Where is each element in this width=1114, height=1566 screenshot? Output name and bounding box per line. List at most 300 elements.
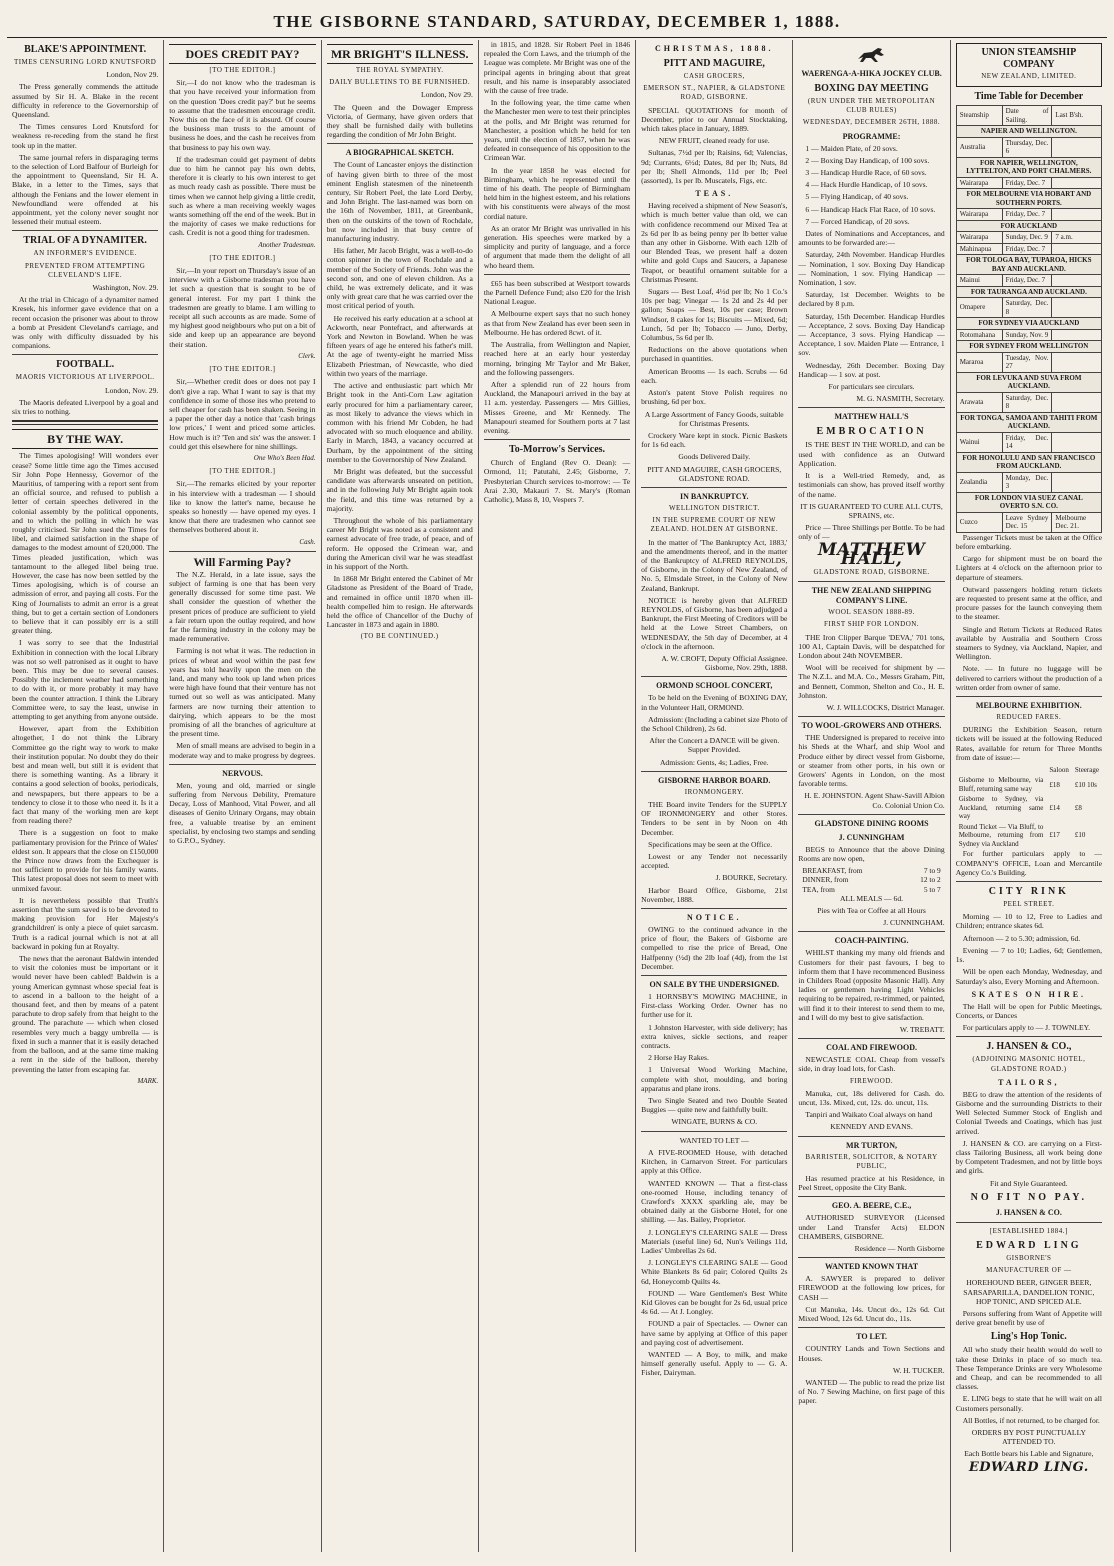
signature: One Who's Been Had. [253, 453, 316, 462]
shipping-table-body [956, 126, 1101, 533]
divider [641, 908, 787, 909]
signature: Clerk. [298, 351, 316, 360]
paragraph: WANTED TO LET — [679, 1135, 749, 1145]
paragraph: Harbor Board Office, Gisborne, 21st November, 1888. [641, 885, 788, 904]
table-cell: Zealandia [956, 472, 1002, 492]
route-heading-row [956, 126, 1101, 138]
route-heading-row [956, 452, 1101, 472]
divider [798, 407, 944, 408]
paragraph: WINGATE, BURNS & CO. [671, 1117, 758, 1127]
route-heading-row [956, 412, 1101, 432]
subhead: (RUN UNDER THE METROPOLITAN CLUB RULES) [807, 97, 936, 115]
continued-note: (TO BE CONTINUED.) [360, 632, 439, 641]
paragraph: H. E. JOHNSTON. Agent Shaw-Savill Albion Co. Colonial Union Co. [804, 791, 945, 810]
route-heading-row [956, 255, 1101, 275]
subhead: WEDNESDAY, DECEMBER 26TH, 1888. [802, 118, 941, 127]
heading-time-table: Time Table for December [974, 91, 1084, 103]
paragraph: The N.Z. Herald, in a late issue, says the subject of farming is one that has been very generally discussed for some time past. We shall consider the question of whether the present prices of produce are sufficient to yield a fair return upon the outlay required, and how far the farming industry in the colony may be made remunerative. [169, 569, 316, 644]
paragraph: 1 HORNSBY'S MOWING MACHINE, in First-class Working Order. Owner has no further use for it. [641, 992, 788, 1020]
paragraph: Passenger Tickets must be taken at the Office before embarking. [955, 532, 1102, 551]
paragraph: DURING the Exhibition Season, return tickets will be issued at the following Reduced Rates, available for return for Three Months from date of issue:— [955, 725, 1102, 762]
subhead: CASH GROCERS, [683, 72, 745, 80]
paragraph: The Times apologising! Will wonders ever cease? Some little time ago the Times accused Sir John Pope Hennessy, Governor of the Mauritius, of tampering with a report sent from an official source, and refused to publish a letter of certain speeches delivered in the colonial assembly by the political opponents, and to which the polling in which he was roughly criticised. Sir John sued the Times for libel, and claimed satisfaction in the shape of damages to the modest amount of £20,000. The Times pleaded justification, which was tantamount to the alleged libel being true. However, the case has now been settled by the Times apologising, which is of course an admission of error, and paying all costs. For the King of Journalists to admit an error is a great thing, but to get a certain section of Londoners to believe that it can possibly err is a still greater thing. [12, 451, 159, 636]
paragraph: The same journal refers in disparaging terms to the selection of Lord Balfour of Burleigh for the appointment to Queensland, Sir H. A. Blake, in a letter to the Times, says that although the Fenians and the lower element in Newfoundland were offended at his appointment, yet the colony never sought nor lessened their mutual esteem. [12, 152, 159, 227]
subhead: GLADSTONE ROAD, GISBORNE. [813, 567, 930, 576]
paragraph: ALL MEALS — 6d. [840, 893, 904, 903]
table-cell: Mahinapua [956, 243, 1002, 255]
heading-boxing-day: BOXING DAY MEETING [814, 83, 929, 94]
subhead: IRONMONGERY. [684, 787, 744, 796]
paragraph: in 1815, and 1828. Sir Robert Peel in 1846 repealed the Corn Laws, and the triumph of the League was complete. Mr Bright was one of the principal agents in bringing about that great result, and his name is inseparably associated with the cause of free trade. [483, 40, 631, 96]
paragraph: Sir,—I do not know who the tradesman is that you have received your information from on the question 'Does credit pay?' but he seems to assume that the tradesmen encourage credit. Now this on the face of it is absurd. Of course the business man trusts to the amount of business he does, and the cash he receives from that business to pay his own way. [169, 78, 316, 152]
paragraph: Admission: Gents, 4s; Ladies, Free. [659, 757, 769, 767]
paragraph: The Australia, from Wellington and Napier, reached here at an early hour yesterday morning, bringing Mr Taylor and Mr Baker, and the following passengers. [483, 340, 631, 377]
divider [641, 975, 787, 976]
paragraph: NOTICE is hereby given that ALFRED REYNOLDS, of Gisborne, has been adjudged a Bankrupt, the First Meeting of Creditors will be held at the Lowe Street Chambers, on WEDNESDAY, the 5th day of December, at 4 o'clock in the afternoon. [641, 595, 788, 651]
table-cell: Monday, Dec. 3 [1002, 472, 1052, 492]
signature: Another Tradesman. [258, 240, 316, 249]
subhead: FIREWOOD. [849, 1076, 894, 1085]
paragraph: Wool will be received for shipment by — The N.Z.L. and M.A. Co., Messrs Graham, Pitt, and Bennett, Common, Shelton and Co., H. E. Johnston. [798, 663, 945, 700]
paragraph: In 1868 Mr Bright entered the Cabinet of Mr Gladstone as President of the Board of Trade, and remained in office until 1870 when ill-health compelled him to resign. He afterwards held the office of Chancellor of the Duchy of Lancaster in 1873 and again in 1880. [326, 574, 473, 630]
table-header-row [956, 765, 1102, 776]
table-cell: Saturday, Dec. 8 [1002, 298, 1052, 318]
table-row [956, 794, 1102, 822]
meal-name: DINNER, from [802, 875, 849, 885]
ad-sawyer: WANTED KNOWN THAT [825, 1262, 919, 1272]
paragraph: I was sorry to see that the Industrial Exhibition in connection with the local Library was not so well patronised as it ought to have been. This may be due to several causes. Possibly the inclement weather had something to do with it, or more probably it may have been the counter attraction. I think the Library Committee were, to say the least, unwise in attempting to get anything from anyone outside. [12, 638, 159, 721]
paragraph: Having received a shipment of New Season's, which is much better value than old, we can with confidence recommend our Mixed Tea at 2s 6d per lb as being penny per lb better value than any other in Gisborne. With each 12lb of our Blended Teas, we present half a dozen white and gold Cups and Saucers, a Japanese Teapot, or beautiful ornament suitable for a Christmas Present. [641, 201, 788, 284]
heading-hansen: J. HANSEN & CO. [995, 1207, 1062, 1217]
paragraph: For particulars see circulars. [828, 382, 915, 392]
paragraph: The Queen and the Dowager Empress Victoria, of Germany, have given orders that they shall be furnished daily with bulletins regarding the condition of Mr John Bright. [326, 102, 473, 140]
route-heading-row [956, 286, 1101, 298]
heading-notice: NOTICE. [686, 913, 742, 923]
paragraph: Fit and Style Guaranteed. [990, 1178, 1068, 1188]
table-cell: Gisborne to Melbourne, via Bluff, returning same way [958, 776, 1044, 793]
paragraph: If the tradesman could get payment of debts due to him he cannot pay his own debts, therefore it is clearly to his own interest to get as much ready cash as possible. There must be times when we cannot help giving a little credit, such as where a man receiving weekly wages wants something off the end of the week. But in the majority of cases we make reductions for cash. Credit is not a good thing for tradesmen. [169, 154, 316, 238]
ad-to-let: TO LET. [856, 1332, 887, 1342]
paragraph: In the following year, the time came when the Manchester men were to test their principles at the polls, and Mr Bright was returned for Manchester, a position which he held for ten years, until the election of 1857, when he was defeated in consequence of his opposition to the Crimean War. [483, 98, 631, 163]
paragraph: HOREHOUND BEER, GINGER BEER, SARSAPARILLA, DANDELION TONIC, HOP TONIC, AND SPICED ALE. [963, 1278, 1095, 1306]
route-heading: FOR LONDON VIA SUEZ CANAL OVERTO S.N. CO. [956, 492, 1101, 512]
table-cell [1052, 209, 1102, 221]
divider [798, 1136, 944, 1137]
divider [798, 1196, 944, 1197]
headline-farming: Will Farming Pay? [193, 554, 292, 569]
paragraph: WHILST thanking my many old friends and Customers for their past favours, I beg to inform them that I have recommenced Business in Childers Road (opposite Masonic Hall). Any ladies or gentlemen having Light Vehicles requiring to be repaired, re-trimmed, or painted, will find it to their interest to send them to me, and I will do my best to give satisfaction. [798, 948, 945, 1022]
table-header-cell: Saloon [1049, 765, 1069, 774]
route-heading-row [956, 157, 1101, 177]
route-heading: FOR NAPIER, WELLINGTON, LYTTELTON, AND PORT CHALMERS. [956, 157, 1101, 177]
paragraph: COUNTRY Lands and Town Sections and Houses. [798, 1344, 945, 1363]
subhead: FIRST SHIP FOR LONDON. [824, 620, 920, 629]
paragraph: Sir,—In your report on Thursday's issue of an interview with a Gisborne tradesman you have let such a question that is sought to be of general interest. For my part I think the tradesmen are greatly to blame. I am willing to receipt all such accounts as are made. Some of my highest good neighbours who put on a bit of side and keep up an appearance are beyond their station. [169, 266, 316, 349]
paragraph: A FIVE-ROOMED House, with detached Kitchen, in Carnarvon Street. For particulars apply at this Office. [641, 1147, 788, 1176]
paragraph: WANTED — A Boy, to milk, and make himself generally useful. Apply to — G. A. Fisher, Dairyman. [641, 1349, 788, 1378]
route-heading-row [956, 318, 1101, 330]
table-cell [1052, 177, 1102, 189]
paragraph: Sultanas, 7½d per lb; Raisins, 6d; Valencias, 9d; Currants, 6½d; Dates, 8d per lb; Nuts, 8d per lb; Shell Almonds, 11d per lb; Peel (assorted), 1s per lb. Muscatels, Figs, etc. [641, 148, 788, 186]
paragraph: For further particulars apply to — COMPANY'S OFFICE, Loan and Mercantile Agency Co.'s Building. [955, 849, 1102, 877]
paragraph: J. HANSEN & CO. are carrying on a First-class Tailoring Business, all work being done by Competent Tradesmen, and not by little boys and girls. [955, 1138, 1102, 1176]
table-row [956, 298, 1101, 318]
paragraph: Note. — In future no luggage will be delivered to carriers without the production of a written order from owner of same. [955, 664, 1102, 692]
subhead: TIMES CENSURING LORD KNUTSFORD [13, 58, 157, 66]
divider [327, 143, 473, 144]
route-heading-row [956, 492, 1101, 512]
ad-dining-rooms: GLADSTONE DINING ROOMS [814, 818, 929, 828]
table-row [956, 392, 1101, 412]
paragraph: THE Board invite Tenders for the SUPPLY OF IRONMONGERY and other Stores. Tenders to be sent in by Noon on 4th December. [641, 800, 788, 837]
columns [7, 40, 1107, 1552]
paragraph: To be held on the Evening of BOXING DAY, in the Volunteer Hall, ORMOND. [641, 693, 788, 712]
route-heading: FOR TOLOGA BAY, TUPAROA, HICKS BAY AND AUCKLAND. [956, 255, 1101, 275]
heading-school-concert: ORMOND SCHOOL CONCERT, [656, 681, 773, 691]
paragraph: BEG to draw the attention of the residents of Gisborne and the surrounding Districts to their Well Selected Summer Stock of English and Colonial Tweeds and Coatings, which has just arrived. [955, 1089, 1102, 1136]
divider [169, 764, 315, 765]
heading-embrocation: EMBROCATION [816, 426, 927, 438]
heading-no-fit-no-pay: NO FIT NO PAY. [970, 1191, 1088, 1203]
headline-nervous: NERVOUS. [222, 768, 263, 778]
paragraph: The Maoris defeated Liverpool by a goal and six tries to nothing. [12, 397, 159, 417]
signature: Cash. [299, 537, 316, 546]
table-cell: Rotomahana [956, 329, 1002, 341]
subhead: IN THE SUPREME COURT OF NEW ZEALAND. HOLDEN AT GISBORNE. [650, 516, 779, 534]
divider [641, 771, 787, 772]
paragraph: The news that the aeronaut Baldwin intended to visit the colonies must be important or it would never have been cabled! Baldwin is a young American gymnast whose special feat is to ascend in a balloon to the height of a thousand feet, and then by means of a patent parachute to drop safely from that height to the ground. The parachute — which when closed resembles very much a baggy umbrella — is fixed in such a manner that it is easily detached from the balloon, and at the same time making a rent in the side of the balloon, thereby preventing the latter from escaping far. [12, 954, 159, 1074]
paragraph: In the year 1858 he was elected for Birmingham, which he represented until the time of his death. The people of Birmingham held him in the highest esteem, and his relations with his constituents were always of the most cordial nature. [483, 165, 631, 221]
table-row [956, 329, 1101, 341]
paragraph: After a splendid run of 22 hours from Auckland, the Manapouri arrived in the bay at 11 a.m. yesterday. Passengers — Mrs Gillies, Misses Greene, and Mr Kennedy. The Manapouri steamed for Southern ports at 7 last evening. [483, 379, 631, 435]
route-heading: FOR TONGA, SAMOA AND TAHITI FROM AUCKLAND. [956, 412, 1101, 432]
paragraph: BEGS to Announce that the above Dining Rooms are now open, [798, 844, 945, 863]
column-1 [7, 40, 164, 1552]
paragraph: W. H. TUCKER. [893, 1365, 945, 1375]
masthead [7, 7, 1107, 38]
subhead: AN INFORMER'S EVIDENCE. [33, 249, 137, 258]
ad-matthew-hall: MATTHEW HALL'S [834, 412, 909, 422]
ad-coach-painting: COACH-PAINTING. [834, 936, 909, 946]
subhead: PEEL STREET. [1003, 900, 1055, 909]
divider [641, 487, 787, 488]
paragraph: Specifications may be seen at the Office. [648, 839, 773, 849]
table-row [956, 209, 1101, 221]
table-header-cell [956, 765, 1047, 776]
race-item: 6 — Handicap Hack Flat Race, of 10 sovs. [805, 204, 936, 214]
heading-union-steamship: UNION STEAMSHIP COMPANY [981, 47, 1077, 70]
table-cell: Round Ticket — Via Bluff, to Melbourne, returning from Sydney via Auckland [958, 822, 1044, 848]
divider [798, 931, 944, 932]
paragraph: Men of small means are advised to begin in a moderate way and to make progress by degrees. [169, 741, 316, 760]
ad-christmas: CHRISTMAS, 1888. [655, 44, 774, 53]
paragraph: A. W. CROFT, Deputy Official Assignee. Gisborne, Nov. 29th, 1888. [661, 653, 788, 673]
paragraph: Dates of Nominations and Acceptances, and amounts to be forwarded are:— [798, 229, 945, 248]
headline-credit: DOES CREDIT PAY? [169, 44, 315, 64]
race-list [798, 144, 944, 226]
paragraph: Admission: (Including a cabinet size Photo of the School Children), 2s 6d. [641, 714, 788, 733]
table-cell: Friday, Dec. 7 [1002, 177, 1052, 189]
table-cell: Omapere [956, 298, 1002, 318]
column-2 [164, 40, 321, 1552]
paragraph: Price — Three Shillings per Bottle. To be had only of — [798, 523, 945, 542]
headline-football: FOOTBALL. [56, 359, 115, 371]
route-heading: FOR SYDNEY VIA AUCKLAND [956, 318, 1101, 330]
subhead: MAORIS VICTORIOUS AT LIVERPOOL. [15, 373, 155, 382]
subhead: REDUCED FARES. [996, 712, 1062, 721]
heading-sale: ON SALE BY THE UNDERSIGNED. [649, 980, 780, 990]
table-cell [1052, 392, 1102, 412]
paragraph: The Hall will be open for Public Meetings, Concerts, or Dances [955, 1001, 1102, 1020]
heading-hop-tonic: Ling's Hop Tonic. [990, 1331, 1067, 1343]
ad-melbourne-exhibition: MELBOURNE EXHIBITION. [975, 700, 1082, 710]
meal-time: 12 to 2 [920, 875, 941, 885]
paragraph: PITT AND MAGUIRE, CASH GROCERS, GLADSTONE ROAD. [647, 464, 782, 483]
race-item: 5 — Flying Handicap, of 40 sovs. [805, 192, 909, 202]
subhead: PREVENTED FROM ATTEMPTING CLEVELAND'S LIFE. [25, 261, 146, 279]
subhead: MANUFACTURER OF — [986, 1266, 1072, 1275]
heading-harbor-board: GISBORNE HARBOR BOARD. [658, 775, 771, 785]
paragraph: J. CUNNINGHAM. [883, 918, 945, 928]
route-heading: FOR MELBOURNE VIA HOBART AND SOUTHERN PORTS. [956, 189, 1101, 209]
ad-edward-ling: EDWARD LING [976, 1239, 1082, 1251]
column-6 [793, 40, 950, 1552]
divider [956, 1222, 1102, 1223]
paragraph: The active and enthusiastic part which Mr Bright took in the Anti-Corn Law agitation early procured for him a parliamentary career, as most likely to advance the views which in common with his friend Mr Cobden, he had advocated with so much eloquence and ability. Early in March, 1843, a vacancy occurred at Durham, by the appointment of the sitting member to the Governorship of New Zealand. [326, 381, 473, 464]
paragraph: A Large Assortment of Fancy Goods, suitable for Christmas Presents. [644, 409, 784, 428]
table-row [956, 775, 1102, 794]
paragraph: IT IS GUARANTEED TO CURE ALL CUTS, SPRAINS, etc. [800, 501, 943, 520]
table-cell: Melbourne Dec. 21. [1052, 512, 1102, 532]
paragraph: A. SAWYER is prepared to deliver FIREWOOD at the following low prices, for CASH — [798, 1274, 945, 1302]
meal-time: 7 to 9 [923, 866, 941, 876]
paragraph: WANTED KNOWN — That a first-class one-roomed House, including tenancy of Crawford's XXXX sparkling ale, may be obtained daily at the Gisborne Hotel, for one shilling. — Jas. Bailey, Proprietor. [641, 1178, 788, 1225]
table-cell: Wairarapa [956, 177, 1002, 189]
table-row [956, 177, 1101, 189]
table-cell: Gisborne to Sydney, via Auckland, returning same way [958, 795, 1044, 821]
divider [798, 1257, 944, 1258]
paragraph: Two Single Seated and two Double Seated Buggies — quite new and faithfully built. [641, 1096, 788, 1115]
route-heading-row [956, 341, 1101, 353]
meal-name: BREAKFAST, from [802, 866, 863, 876]
table-cell [1052, 329, 1102, 341]
race-item: 2 — Boxing Day Handicap, of 100 sovs. [805, 155, 930, 165]
paragraph: W. TREBATT. [899, 1025, 945, 1035]
meal-row [798, 875, 944, 884]
paragraph: Crockery Ware kept in stock. Picnic Baskets for 1s 6d each. [641, 430, 788, 450]
route-heading: FOR TAURANGA AND AUCKLAND. [956, 286, 1101, 298]
table-cell: Wairarapa [956, 209, 1002, 221]
table-cell: Friday, Dec. 14 [1002, 432, 1052, 452]
table-cell: Friday, Dec. 7 [1002, 209, 1052, 221]
ad-nz-shipping: THE NEW ZEALAND SHIPPING COMPANY'S LINE. [811, 586, 932, 606]
racehorse-icon [854, 43, 890, 65]
table-cell: Tuesday, Nov. 27 [1002, 352, 1052, 372]
paragraph: It is a Well-tried Remedy, and, as testimonials can show, has proved itself worthy of the name. [798, 471, 945, 499]
table-cell: £17 [1049, 831, 1060, 840]
table-cell [1052, 472, 1102, 492]
divider [169, 551, 315, 552]
table-cell: Friday, Dec. 7 [1002, 275, 1052, 287]
table-row [956, 432, 1101, 452]
table-cell: Wairarapa [956, 232, 1002, 244]
divider [484, 274, 630, 275]
paragraph: Saturday, 1st December. Weights to be declared by 8 p.m. [798, 290, 945, 309]
route-heading: FOR HONOLULU AND SAN FRANCISCO FROM AUCKLAND. [956, 452, 1101, 472]
table-cell: £10 10s [1074, 780, 1097, 789]
divider [798, 581, 944, 582]
headline-by-the-way: BY THE WAY. [12, 429, 158, 449]
heading-cunningham: J. CUNNINGHAM [838, 832, 905, 842]
paragraph: THE Iron Clipper Barque 'DEVA,' 701 tons, 100 A1, Captain Davis, will be despatched for London about 24th NOVEMBER. [798, 632, 945, 660]
heading-bankruptcy: IN BANKRUPTCY. [679, 491, 749, 501]
paragraph: However, apart from the Exhibition altogether, I do not think the Library Committee go the right way to work to make their institution popular. No doubt they do their best and mean well, but still it is evident that there is something wanting. As a library it contains a good selection of books, periodicals, and newspapers, but there appears to be a tendency to close it to those who need it. Is it a fact that many of the working men are kept from reading there? [12, 724, 159, 826]
paragraph: Cut Manuka, 14s. Uncut do., 12s 6d. Cut Mixed Wood, 12s 6d. Uncut do., 11s. [798, 1304, 945, 1324]
race-item: 1 — Maiden Plate, of 20 sovs. [805, 143, 898, 153]
paragraph: He received his early education at a school at Ackworth, near Pontefract, and afterwards at York and Newton in Bowland. When he was fifteen years of age he entered his father's mill. At the age of twenty-eight he married Miss Elizabeth Priestman, of Newcastle, who died within two years of the marriage. [326, 313, 473, 378]
table-cell: Wainui [956, 432, 1002, 452]
editor-note: [TO THE EDITOR.] [209, 365, 276, 374]
paragraph: SPECIAL QUOTATIONS for month of December, prior to our Annual Stocktaking, which takes place in January, 1889. [641, 105, 788, 134]
table-cell: £14 [1049, 803, 1060, 812]
column-7 [951, 40, 1107, 1552]
paragraph: 1 Johnston Harvester, with side delivery; has extra knives, sickle sections, and reaper contracts. [641, 1022, 788, 1051]
route-heading-row [956, 189, 1101, 209]
table-cell: Leave Sydney Dec. 15 [1002, 512, 1052, 532]
meal-time: 5 to 7 [923, 884, 941, 894]
table-cell [1052, 275, 1102, 287]
paragraph: NEW FRUIT, cleaned ready for use. [658, 136, 770, 146]
paragraph: Throughout the whole of his parliamentary career Mr Bright was noted as a consistent and earnest advocate of free trade, of peace, and of reform. He opposed the Crimean war, and during the American civil war he was steadfast in his support of the North. [326, 515, 473, 571]
edward-ling-signature: EDWARD LING. [968, 1459, 1089, 1475]
heading-tailors: TAILORS, [998, 1077, 1060, 1087]
paragraph: Sir,—The remarks elicited by your reporter in his interview with a tradesman — I should like to know the latter's name, because he speaks so honestly — have opened my eyes. I know that there are tradesmen who cannot see themselves bothered about it. [169, 479, 316, 535]
subhead: EMERSON ST., NAPIER, & GLADSTONE ROAD, GISBORNE. [643, 84, 786, 102]
heading-teas: TEAS. [695, 189, 734, 199]
paragraph: Evening — 7 to 10; Ladies, 6d; Gentlemen, 1s. [955, 945, 1102, 965]
route-heading: FOR AUCKLAND [956, 220, 1101, 232]
ad-pitt-maguire: PITT AND MAGUIRE, [663, 58, 765, 69]
ad-city-rink: CITY RINK [988, 886, 1069, 898]
paragraph: In the matter of 'The Bankruptcy Act, 1883,' and the amendments thereof, and in the matter of the Bankruptcy of ALFRED REYNOLDS, of Gisborne, in the Colony of New Zealand, of No. 5, Elmsdale Street, in the Colony of New Zealand, Bankrupt. [641, 537, 788, 593]
meal-row [798, 866, 944, 875]
table-cell: Saturday, Dec. 8 [1002, 392, 1052, 412]
paragraph: For particulars apply to — J. TOWNLEY. [962, 1023, 1091, 1033]
ad-coal-firewood: COAL AND FIREWOOD. [826, 1043, 917, 1053]
table-row [956, 243, 1101, 255]
paragraph: Saturday, 15th December. Handicap Hurdles — Acceptance, 2 sovs. Boxing Day Handicap — Acceptance, 3 sovs. Flying Handicap — Acceptance, 1 sov. Maiden Plate — Entrance, 1 sov. [798, 311, 945, 358]
paragraph: Manuka, cut, 18s delivered for Cash. do. uncut, 13s. Mixed, cut, 12s. do. uncut, 11s. [798, 1088, 945, 1108]
meal-row [798, 885, 944, 894]
editor-note: [TO THE EDITOR.] [209, 467, 276, 476]
table-row [956, 822, 1102, 850]
newspaper-title: THE GISBORNE STANDARD, SATURDAY, DECEMBER 1, 1888. [273, 12, 841, 31]
paragraph: THE Undersigned is prepared to receive into his Sheds at the Wharf, and ship Wool and Produce either by direct vessel from Gisborne, or steamer from other ports, in his own or Growers' Agents in London, on the most favorable terms. [798, 733, 945, 789]
route-heading: NAPIER AND WELLINGTON. [956, 126, 1101, 138]
paragraph: J. LONGLEY'S CLEARING SALE — Dress Materials (useful line) 6d, Nun's Veilings 11d, Ladies' Umbrellas 2s 6d. [641, 1227, 788, 1255]
ad-beere: GEO. A. BEERE, C.E., [831, 1201, 912, 1211]
editor-note: [TO THE EDITOR.] [209, 66, 276, 74]
paragraph: J. LONGLEY'S CLEARING SALE — Good White Blankets 8s 6d pair; Colored Quilts 2s 6d, Honeycomb Quilts 4s. [641, 1258, 788, 1286]
route-heading: FOR LEVUKA AND SUVA FROM AUCKLAND. [956, 372, 1101, 392]
heading-programme: PROGRAMME: [842, 131, 901, 141]
divider [798, 716, 944, 717]
heading-skates: SKATES ON HIRE. [971, 989, 1087, 999]
paragraph: The Count of Lancaster enjoys the distinction of having given birth to three of the most eminent English statesmen of the nineteenth century, Sir Robert Peel, the late Lord Derby, and John Bright. The last-named was born on the 16th of November, 1811, at Greenbank, then on the outskirts of the town of Rochdale, but now included in that busy centre of manufacturing industry. [326, 160, 473, 244]
divider [798, 814, 944, 815]
divider [484, 439, 630, 440]
paragraph: Church of England (Rev O. Dean): — Ormond, 11; Patutahi, 2.45; Gisborne, 7. Presbyterian Church services to-morrow: — Te Arai 2.30, Makauri 7. St. Mary's (Roman Catholic), Mass 8, 10, Vespers 7. [483, 458, 631, 504]
route-heading-row [956, 220, 1101, 232]
race-item: 4 — Hack Hurdle Handicap, of 10 sovs. [805, 180, 928, 190]
dateline: London, Nov 29. [420, 90, 473, 100]
table-cell: Cuzco [956, 512, 1002, 532]
paragraph: Each Bottle bears his Lable and Signature, [964, 1449, 1094, 1459]
table-cell [1052, 432, 1102, 452]
fares-table [956, 765, 1102, 850]
divider [956, 881, 1102, 882]
paragraph: Morning — 10 to 12, Free to Ladies and Children; entrance skates 6d. [955, 912, 1102, 931]
paragraph: Will be open each Monday, Wednesday, and Saturday's also, Every Morning and Afternoon. [955, 967, 1102, 986]
paragraph: WANTED — The public to read the prize list of No. 7 Sewing Machine, on first page of this paper. [798, 1377, 945, 1406]
paragraph: Saturday, 24th November. Handicap Hurdles — Nomination, 1 sov. Boxing Day Handicap — Nomination, 1 sov. Flying Handicap — Nomination, 1 sov. [798, 250, 945, 288]
paragraph: 1 Universal Wood Working Machine, complete with shot, moulding, and boring apparatus and plane irons. [641, 1065, 788, 1093]
paragraph: £65 has been subscribed at Westport towards the Parnell Defence Fund; also £20 for the Irish National League. [483, 278, 631, 307]
newspaper-page [7, 7, 1107, 1552]
ad-hansen: J. HANSEN & CO., [986, 1041, 1072, 1053]
paragraph: Outward passengers holding return tickets are requested to present same at the office, and procure passes for the launch conveying them to the steamer. [955, 584, 1102, 622]
table-row [956, 232, 1101, 244]
paragraph: Single and Return Tickets at Reduced Rates available by Australia and Southern Cross steamers to Sydney, via Auckland, Napier, and Wellington. [955, 624, 1102, 662]
paragraph: IS THE BEST IN THE WORLD, and can be used with confidence as an Outward Application. [798, 440, 945, 468]
ad-wool-growers: TO WOOL-GROWERS AND OTHERS. [801, 721, 942, 731]
paragraph: Wednesday, 26th December. Boxing Day Handicap — 1 sov. at post. [798, 360, 945, 379]
subhead: WOOL SEASON 1888-89. [828, 608, 915, 617]
table-cell: Australia [956, 137, 1002, 157]
paragraph: Pies with Tea or Coffee at all Hours [817, 906, 926, 915]
divider [798, 1327, 944, 1328]
table-cell: Mararoa [956, 352, 1002, 372]
paragraph: American Brooms — 1s each. Scrubs — 6d each. [641, 366, 788, 385]
subhead: THE ROYAL SYMPATHY. [355, 66, 444, 74]
table-cell: £18 [1049, 780, 1060, 789]
divider [956, 1036, 1102, 1037]
table-cell [1052, 352, 1102, 372]
column-5 [636, 40, 793, 1552]
paragraph: It is nevertheless possible that Truth's assertion that 'the sum saved is to be devoted to making provision for Her Majesty's grandchildren' is only a piece of quiet sarcasm. Truth is a radical journal which is not at all backward in poking fun at Royalty. [12, 895, 159, 951]
table-cell: Sunday, Dec. 9 [1002, 232, 1052, 244]
paragraph: E. LING begs to state that he will wait on all Customers personally. [955, 1394, 1102, 1413]
paragraph: Sugars — Best Loaf, 4½d per lb; No 1 Co.'s 10s per bag; Vinegar — 1s 2d and 2s 4d per gallon; Soaps — Best, 10s per case; Brown Windsor, 8 cakes for 1s; Biscuits — Mixed, 6d; Lunch, 5d per lb; Tobacco — Juno, Derby, Columbus, 5s 6d per lb. [641, 287, 788, 343]
table-header-cell: Steamship [956, 106, 1002, 126]
subhead: BARRISTER, SOLICITOR, & NOTARY PUBLIC, [805, 1152, 938, 1170]
table-cell: Thursday, Dec. 6 [1002, 137, 1052, 157]
race-item: 7 — Forced Handicap, of 20 sovs. [805, 216, 910, 226]
matthew-hall-signature: MATTHEW HALL, [817, 539, 926, 569]
table-row [956, 512, 1101, 532]
headline-blake: BLAKE'S APPOINTMENT. [24, 44, 147, 55]
paragraph: Tanpiri and Waikato Coal always on hand [805, 1110, 933, 1120]
paragraph: There is a suggestion on foot to make parliamentary provision for the Prince of Wales' eldest son. It appears that the close on £150,000 the Prince now draws from the Exchequer is not sufficient to provide for his family wants. This latest proposal does not seem to meet with unmixed favour. [12, 828, 159, 893]
meal-name: TEA, from [802, 884, 835, 894]
headline-dynamiter: TRIAL OF A DYNAMITER. [23, 235, 147, 247]
table-header-cell: Last B'sh. [1052, 106, 1102, 126]
table-cell [1052, 137, 1102, 157]
paragraph: At the trial in Chicago of a dynamiter named Kresek, his informer gave evidence that on a recent occasion the prisoner was about to throw a bomb at President Cleveland's carriage, and was only with difficulty dissuaded by his companions. [12, 295, 159, 351]
paragraph: FOUND — Ware Gentlemen's Best White Kid Gloves can be bought for 2s 6d, usual price 4s 6d. — At J. Longley. [641, 1288, 788, 1317]
table-cell: Friday, Dec. 7 [1002, 243, 1052, 255]
table-cell: £10 [1074, 831, 1086, 840]
